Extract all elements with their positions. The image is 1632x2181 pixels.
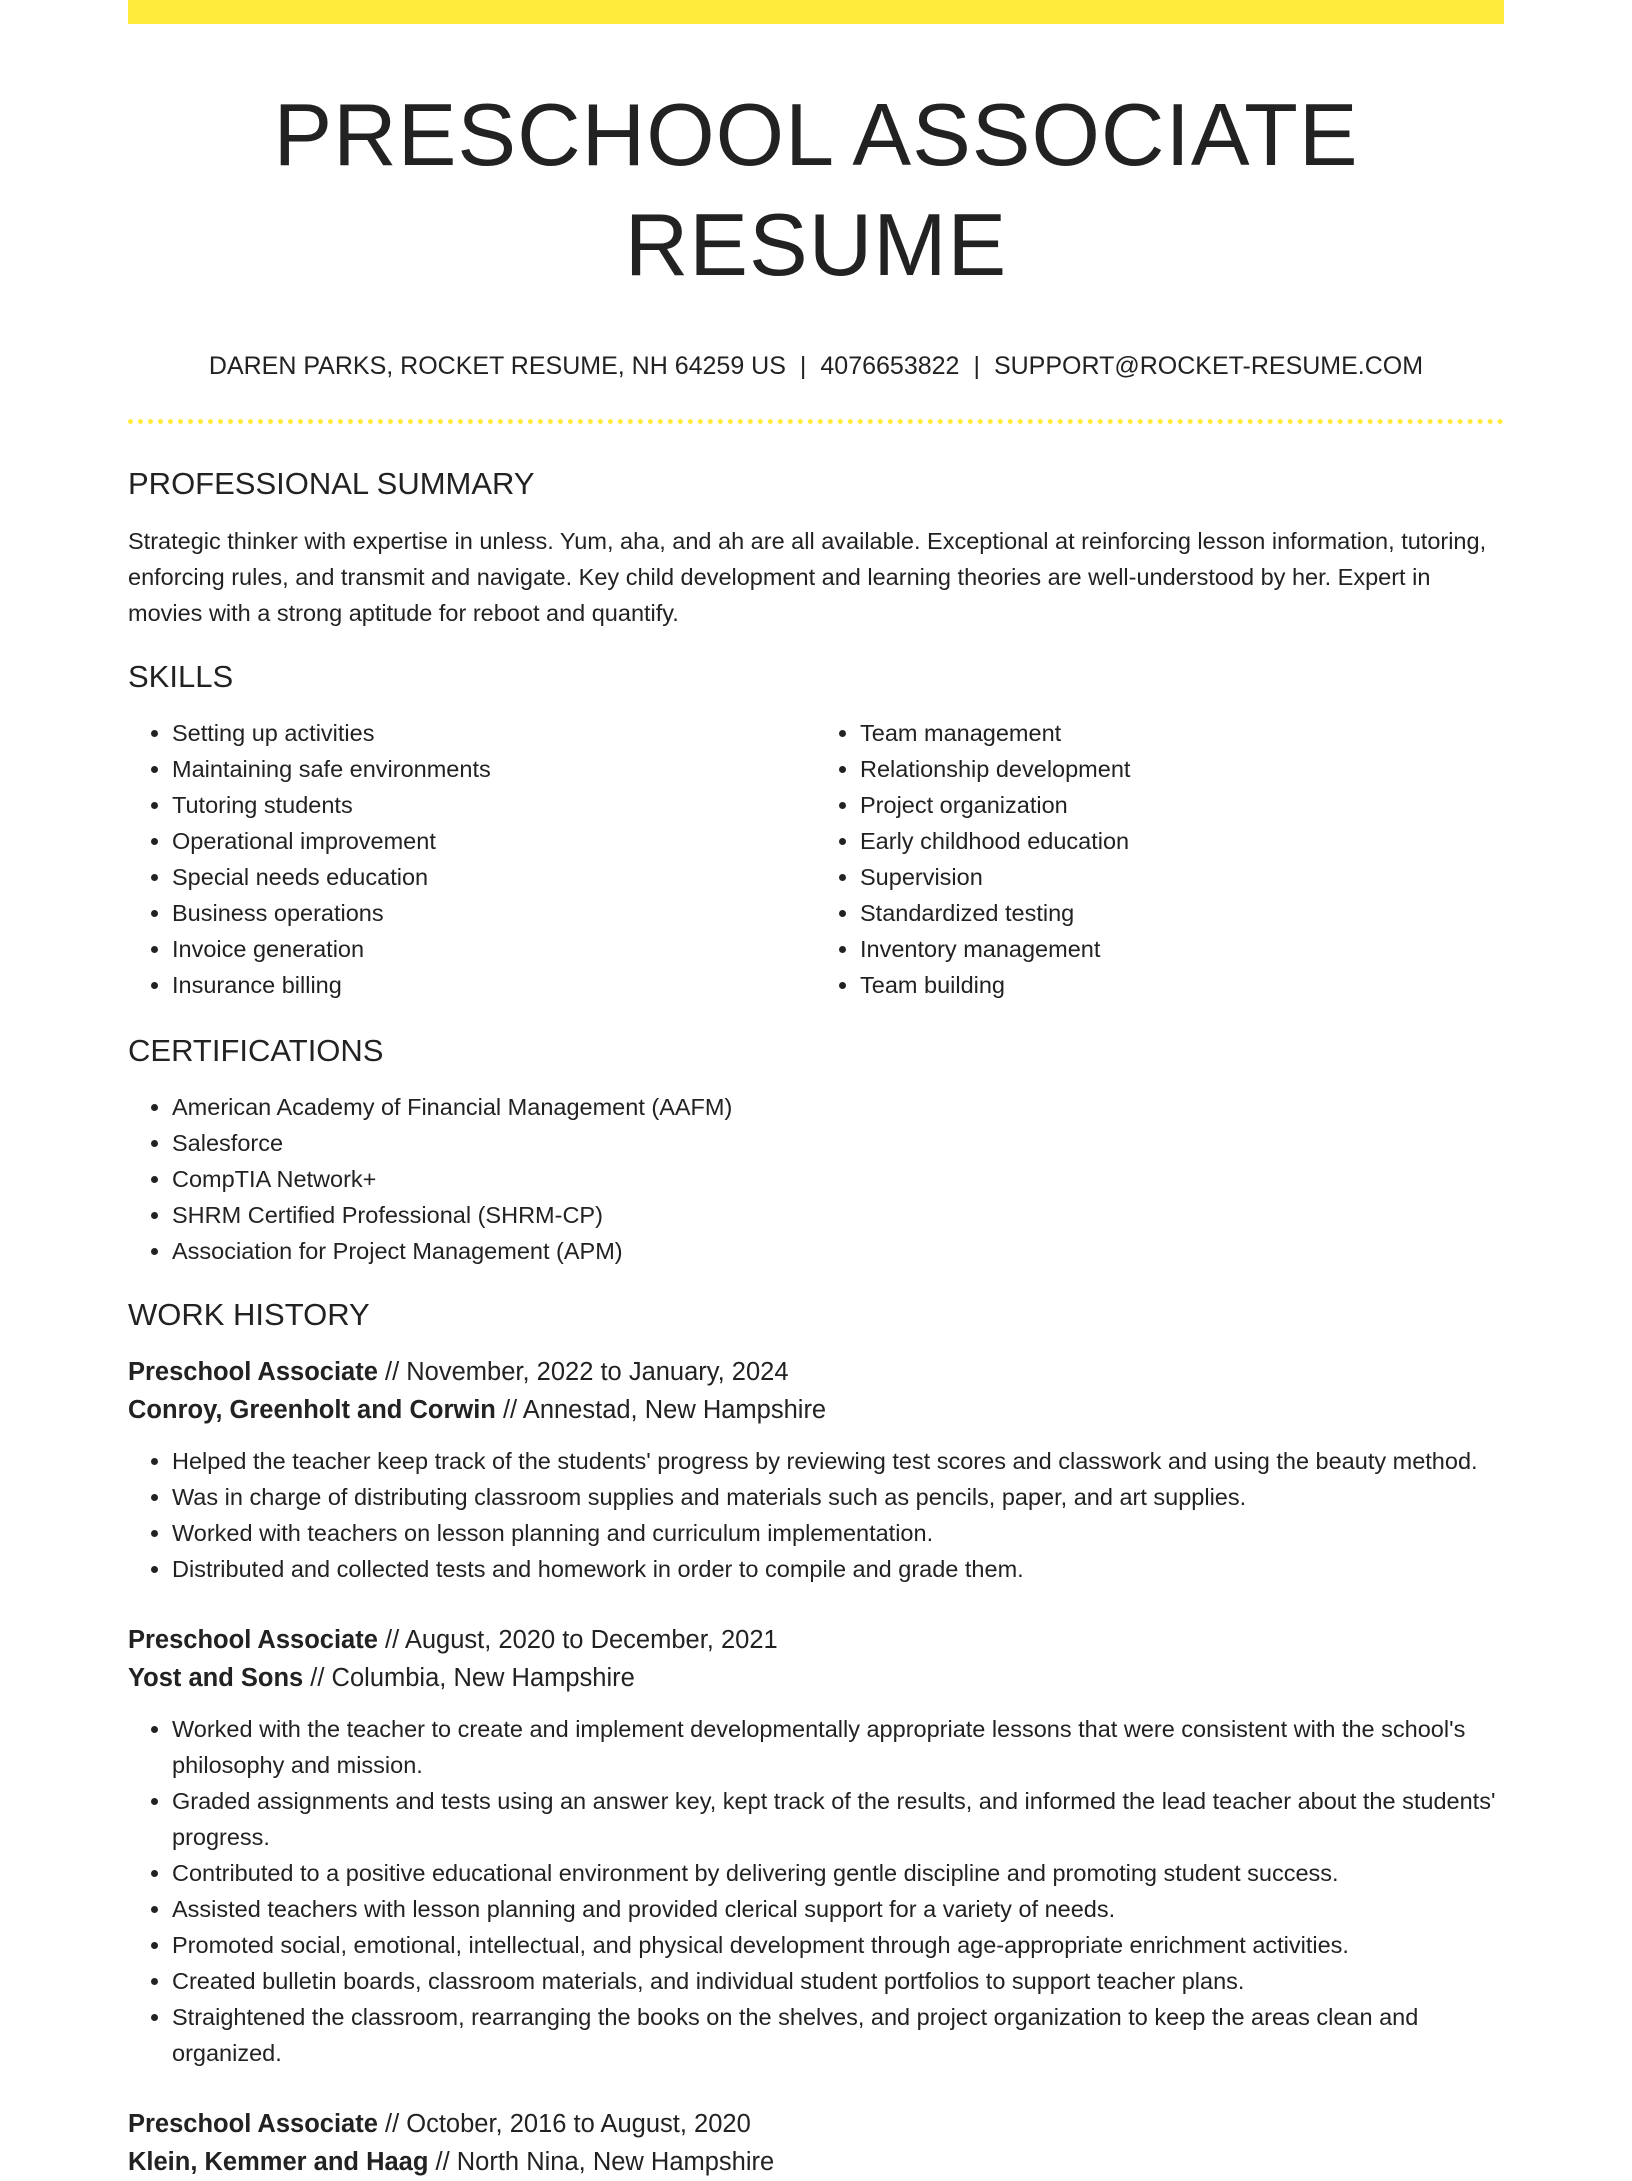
certification-item: • CompTIA Network+ — [172, 1161, 1504, 1197]
skill-item: • Team management — [860, 715, 1504, 751]
skill-item: • Early childhood education — [860, 823, 1504, 859]
skills-heading: SKILLS — [128, 659, 234, 694]
skill-item: • Business operations — [172, 895, 816, 931]
contact-separator: | — [799, 352, 807, 380]
job-duty-item: • Assisted teachers with lesson planning and provided clerical support for a variety of needs. — [172, 1891, 1504, 1927]
job-entry — [128, 1353, 1504, 1587]
skill-item: • Invoice generation — [172, 931, 816, 967]
job-dates: // October, 2016 to August, 2020 — [377, 2110, 751, 2138]
contact-email: SUPPORT@ROCKET-RESUME.COM — [993, 352, 1424, 380]
job-dates: // August, 2020 to December, 2021 — [377, 1626, 778, 1654]
skill-item: • Special needs education — [172, 859, 816, 895]
job-location: // Annestad, New Hampshire — [495, 1396, 827, 1424]
certifications-list — [128, 1089, 1504, 1269]
certification-item: • Salesforce — [172, 1125, 1504, 1161]
contact-separator: | — [973, 352, 980, 380]
job-company-line — [128, 1391, 1504, 1429]
job-title-line — [128, 2105, 1504, 2143]
skills-column-right — [816, 715, 1504, 1003]
skills-list — [128, 715, 1504, 1003]
job-title: Preschool Associate — [128, 1358, 378, 1386]
job-duty-item: • Distributed and collected tests and homework in order to compile and grade them. — [172, 1551, 1504, 1587]
job-duty-item: • Graded assignments and tests using an answer key, kept track of the results, and informed the lead teacher about the students' progress. — [172, 1783, 1504, 1855]
skills-column-left — [128, 715, 816, 1003]
job-entry — [128, 1621, 1504, 2071]
skill-item: • Supervision — [860, 859, 1504, 895]
job-duties — [128, 1711, 1504, 2071]
job-entry — [128, 2105, 1504, 2181]
contact-phone: 4076653822 — [820, 352, 960, 380]
skill-item: • Maintaining safe environments — [172, 751, 816, 787]
job-duty-item: • Helped the teacher keep track of the students' progress by reviewing test scores and classwork and using the beauty method. — [172, 1443, 1504, 1479]
job-title-line — [128, 1621, 1504, 1659]
skill-item: • Insurance billing — [172, 967, 816, 1003]
job-duty-item: • Promoted social, emotional, intellectual, and physical development through age-appropriate enrichment activities. — [172, 1927, 1504, 1963]
contact-line — [128, 350, 1504, 382]
job-location: // Columbia, New Hampshire — [303, 1664, 635, 1692]
job-title-line — [128, 1353, 1504, 1391]
job-company-line — [128, 1659, 1504, 1697]
certification-item: • Association for Project Management (APM) — [172, 1233, 1504, 1269]
work-history-heading: WORK HISTORY — [128, 1297, 370, 1332]
skill-item: • Relationship development — [860, 751, 1504, 787]
resume-title: PRESCHOOL ASSOCIATE RESUME — [273, 85, 1359, 294]
skill-item: • Setting up activities — [172, 715, 816, 751]
job-duty-item: • Contributed to a positive educational environment by delivering gentle discipline and promoting student success. — [172, 1855, 1504, 1891]
skill-item: • Operational improvement — [172, 823, 816, 859]
accent-bar — [128, 0, 1504, 24]
resume-page — [128, 0, 1504, 2181]
skill-item: • Project organization — [860, 787, 1504, 823]
contact-address: DAREN PARKS, ROCKET RESUME, NH 64259 US — [208, 352, 786, 380]
skill-item: • Tutoring students — [172, 787, 816, 823]
skill-item: • Standardized testing — [860, 895, 1504, 931]
job-location: // North Nina, New Hampshire — [428, 2148, 775, 2176]
job-company: Klein, Kemmer and Haag — [128, 2148, 429, 2176]
job-company: Conroy, Greenholt and Corwin — [128, 1396, 496, 1424]
job-title: Preschool Associate — [128, 2110, 378, 2138]
summary-heading: PROFESSIONAL SUMMARY — [128, 466, 535, 501]
summary-text: Strategic thinker with expertise in unless. Yum, aha, and ah are all available. Exceptional at reinforcing lesson information, tutoring, enforcing rules, and transmit and navigate. Key child development and learning theories are well-understood by her. Expert in movies with a strong aptitude for reboot and quantify. — [128, 528, 1487, 626]
certification-item: • SHRM Certified Professional (SHRM-CP) — [172, 1197, 1504, 1233]
certification-item: • American Academy of Financial Management (AAFM) — [172, 1089, 1504, 1125]
skill-item: • Team building — [860, 967, 1504, 1003]
job-dates: // November, 2022 to January, 2024 — [377, 1358, 789, 1386]
job-company-line — [128, 2143, 1504, 2181]
certifications-heading: CERTIFICATIONS — [128, 1033, 384, 1068]
job-company: Yost and Sons — [128, 1664, 304, 1692]
skill-item: • Inventory management — [860, 931, 1504, 967]
job-duty-item: • Was in charge of distributing classroom supplies and materials such as pencils, paper, and art supplies. — [172, 1479, 1504, 1515]
job-title: Preschool Associate — [128, 1626, 378, 1654]
job-duty-item: • Created bulletin boards, classroom materials, and individual student portfolios to support teacher plans. — [172, 1963, 1504, 1999]
job-duties — [128, 1443, 1504, 1587]
job-duty-item: • Worked with the teacher to create and implement developmentally appropriate lessons that were consistent with the school's philosophy and mission. — [172, 1711, 1504, 1783]
dotted-divider — [128, 419, 1504, 424]
job-duty-item: • Worked with teachers on lesson planning and curriculum implementation. — [172, 1515, 1504, 1551]
job-duty-item: • Straightened the classroom, rearranging the books on the shelves, and project organization to keep the areas clean and organized. — [172, 1999, 1504, 2071]
